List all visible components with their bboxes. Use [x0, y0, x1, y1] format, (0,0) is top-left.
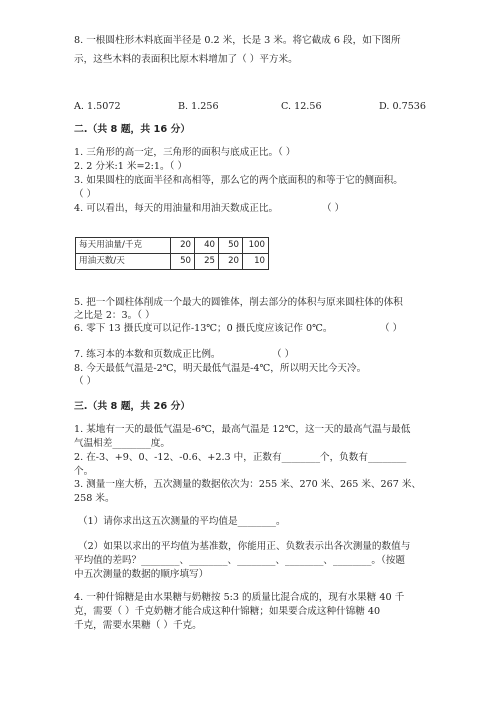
- s2-item-6-blank: （ ）: [380, 323, 403, 334]
- s3-q4-line-3: 千克，需要水果糖（ ）千克。: [74, 620, 202, 631]
- s3-q1-line-1: 1. 某地有一天的最低气温是-6℃，最高气温是 12℃，这一天的最高气温与最低: [74, 424, 411, 435]
- s2-item-7: 7. 练习本的本数和页数成正比例。: [74, 349, 221, 360]
- s3-q3-line-1: 3. 测量一座大桥，五次测量的数据依次为：255 米、270 米、265 米、267 米、: [74, 479, 422, 490]
- choice-d: D. 0.7536: [379, 101, 427, 112]
- s2-item-3: 3. 如果圆柱的底面半径和高相等，那么它的两个底面积的和等于它的侧面积。: [74, 175, 403, 186]
- table-row: [76, 238, 269, 254]
- s2-item-6: 6. 零下 13 摄氏度可以记作-13℃；0 摄氏度应该记作 0℃。: [74, 323, 333, 334]
- question-8-line-2: 示，这些木料的表面积比原木料增加了（ ）平方米。: [74, 53, 298, 65]
- table-cell: 20: [171, 238, 195, 254]
- question-8: [74, 34, 424, 67]
- s3-q2-line-2: 个。: [74, 466, 94, 477]
- s2-item-8: 8. 今天最低气温是-2℃，明天最低气温是-4℃，所以明天比今天冷。: [74, 363, 367, 374]
- table-row: [76, 254, 269, 270]
- s2-item-8-blank: （ ）: [74, 376, 97, 387]
- s2-item-4-blank: （ ）: [322, 203, 345, 214]
- table-cell: 10: [243, 254, 269, 270]
- table-cell: 50: [171, 254, 195, 270]
- s3-q1-line-2: 气温相差________度。: [74, 438, 170, 449]
- section-2-heading: 二.（共 8 题，共 16 分）: [74, 124, 191, 135]
- choice-c: C. 12.56: [281, 101, 322, 112]
- question-8-choices: [74, 100, 434, 114]
- table-cell: 100: [243, 238, 269, 254]
- s2-item-5: 5. 把一个圆柱体削成一个最大的圆锥体，削去部分的体积与原来圆柱体的体积: [74, 297, 403, 308]
- choice-b: B. 1.256: [178, 101, 219, 112]
- s3-q4-line-2: 克，需要（ ）千克奶糖才能合成这种什锦糖；如果要合成这种什锦糖 40: [74, 606, 381, 617]
- s3-q3-sub-2-line-3: 中五次测量的数据的顺序填写）: [74, 569, 209, 580]
- table-cell: 25: [195, 254, 219, 270]
- s2-item-5-cont: 之比是 2：3。（ ）: [74, 310, 155, 321]
- s2-item-4: 4. 可以看出，每天的用油量和用油天数成正比。: [74, 203, 279, 214]
- s3-q3-sub-1: （1）请你求出这五次测量的平均值是________。: [78, 516, 286, 527]
- s3-q3-line-2: 258 米。: [74, 493, 115, 504]
- choice-a: A. 1.5072: [74, 101, 121, 112]
- s3-q3-sub-2-line-1: （2）如果以求出的平均值为基准数，你能用正、负数表示出各次测量的数值与: [78, 541, 411, 552]
- s3-q3-sub-2-line-2: 平均值的差吗？________、________、________、________、________。（按题: [74, 555, 405, 566]
- s2-item-2: 2. 2 分米:1 米=2:1。（ ）: [74, 161, 188, 172]
- table-cell: 50: [219, 238, 243, 254]
- table-cell: 每天用油量/千克: [76, 238, 171, 254]
- question-8-line-1: 8. 一根圆柱形木料底面半径是 0.2 米，长是 3 米。将它截成 6 段，如下图所: [74, 35, 401, 46]
- s2-item-3-blank: （ ）: [74, 189, 97, 200]
- table-cell: 20: [219, 254, 243, 270]
- s2-item-7-blank: （ ）: [272, 349, 295, 360]
- table-cell: 40: [195, 238, 219, 254]
- s3-q4-line-1: 4. 一种什锦糖是由水果糖与奶糖按 5:3 的质量比混合成的，现有水果糖 40 千: [74, 592, 405, 603]
- oil-usage-table: [75, 237, 269, 270]
- s2-item-1: 1. 三角形的高一定，三角形的面积与底成正比。（ ）: [74, 147, 296, 158]
- table-cell: 用油天数/天: [76, 254, 171, 270]
- section-3-heading: 三.（共 8 题，共 26 分）: [74, 401, 191, 412]
- s3-q2-line-1: 2. 在-3、+9、0、-12、-0.6、+2.3 中，正数有________个，负数有________: [74, 452, 407, 463]
